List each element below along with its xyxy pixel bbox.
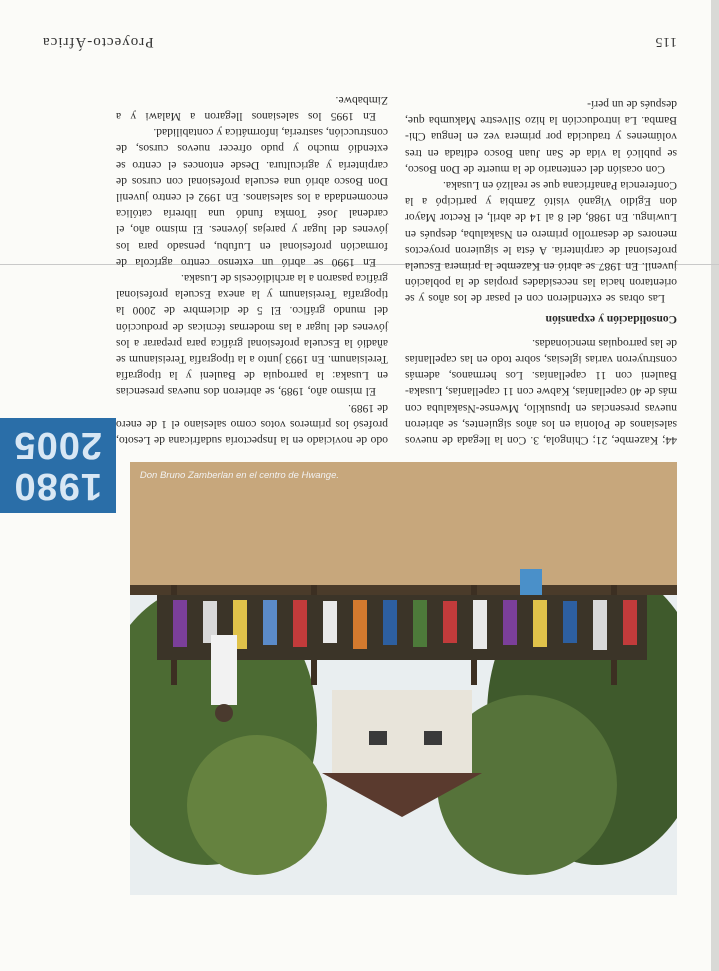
paragraph: Las obras se extendieron con el pasar de los años y se orientaron hacia las necesidades propias de la población juvenil. En 1987 se abrió en Kazembe la primera Escuela profesional de carpintería. A ésta le siguieron proyectos menores de desarrollo primero en Nsakaluba, después en Luwingu. En 1988, del 8 al 14 de abril, el Rector Mayor don Egidio Viganò visitó Zambia y participó a la Conferencia Panafricana que se realizó en Lusaka. (405, 178, 677, 306)
paragraph: 44; Kazembe, 21; Chingola, 3. Con la llegada de nuevos salesianos de Polonia en los años siguientes, se abrieron nuevas presencias en Ipusukilo, Mwense-Nsakaluba con más de 40 capellanías, Kabwe con 11 capellanías, Lusaka-Bauleni con 11 capellanías. Los hermanos, además construyeron varias iglesias, sobre todo en las capellanías de las parroquias mencionadas. (405, 336, 677, 447)
paragraph: Con ocasión del centenario de la muerte de Don Bosco, se publicó la vida de San Juan Bosco editada en tres volúmenes y traducida por primera vez en lengua Chi-Bamba. La introducción la hizo Silvestre Makumba que, después de un perí- (405, 97, 677, 176)
house-window (424, 731, 442, 745)
subheading: Consolidación y expansión (545, 312, 677, 326)
house (332, 690, 472, 775)
paragraph: odo de noviciado en la Inspectoría sudafricana de Lesoto, profesó los primeros votos como salesiano el 1 de enero de 1989. (116, 401, 388, 447)
page-number: 115 (655, 34, 677, 49)
text-column-left (405, 96, 677, 448)
scan-edge (711, 0, 719, 971)
pavilion-beam (130, 585, 677, 595)
paragraph: En 1995 los salesianos llegaron a Malawi y a Zimbabwe. (116, 93, 388, 123)
photo-caption: Don Bruno Zamberlan en el centro de Hwange. (140, 470, 340, 481)
person-head (215, 704, 233, 722)
year-end: 2005 (13, 424, 102, 466)
year-badge (0, 418, 116, 513)
photo (130, 462, 677, 895)
year-start: 1980 (13, 465, 102, 507)
photo-scene (130, 462, 677, 895)
section-title: Proyecto-África (42, 34, 154, 50)
text-column-right (116, 92, 388, 448)
house-window-2 (369, 731, 387, 745)
person-standing (211, 635, 237, 705)
paragraph: El mismo año, 1989, se abrieron dos nuevas presencias en Lusaka: la parroquia de Bauleni y la tipografía Tereisianum. En 1993 junto a la tipografía Tereisianum se añadió la Escuela profesional gráfica para preparar a los jóvenes del lugar a las modernas técnicas de producción del mundo gráfico. El 5 de diciembre de 2000 la tipografía Tereisianum y la anexa Escuela profesional gráfica pasaron a la archidiócesis de Lusaka. (116, 271, 388, 399)
barrel (520, 569, 542, 595)
paragraph: En 1990 se abrió un extenso centro agrícola de formación profesional en Lufubu, pensado para los jóvenes del lugar y parejas jóvenes. El mismo año, el cardenal José Tomka fundó una librería católica encomendada a los salesianos. En 1992 el centro juvenil Don Bosco abrió una escuela profesional con cursos de carpintería y agricultura. Desde entonces el centro se extendió mucho y pudo ofrecer nuevos cursos, de construcción, sastrería, informática y contabilidad. (116, 126, 388, 269)
tree-right-2 (187, 735, 327, 875)
